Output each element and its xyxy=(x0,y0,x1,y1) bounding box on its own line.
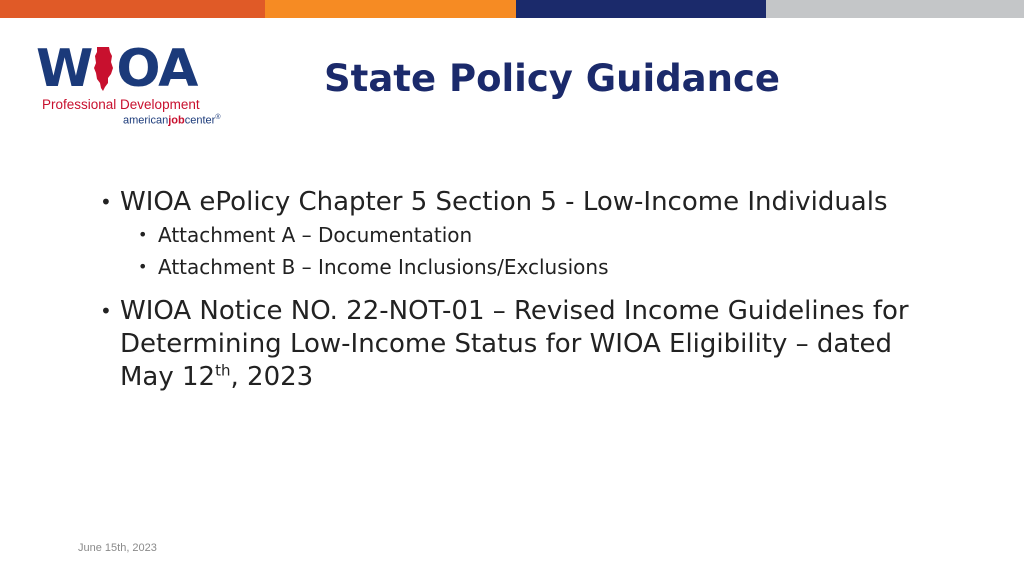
sub-bullet-attachment-b xyxy=(138,251,980,283)
slide-content xyxy=(100,186,980,394)
bullet-epolicy xyxy=(100,186,980,219)
sub-bullet-attachment-a xyxy=(138,219,980,251)
notice-text-main: WIOA Notice NO. 22-NOT-01 – Revised Income Guidelines for Determining Low-Income Status for WIOA Eligibility – dated May 12 xyxy=(120,296,909,392)
sub-bullet-text: Attachment B – Income Inclusions/Exclusions xyxy=(158,255,609,279)
logo-subtitle: Professional Development xyxy=(42,97,200,112)
bullet-marker: • xyxy=(138,225,148,244)
logo-wordmark xyxy=(36,39,198,99)
bullet-marker: • xyxy=(100,190,112,214)
american-job-center-wordmark xyxy=(123,114,221,127)
slide-title: State Policy Guidance xyxy=(324,57,781,100)
bullet-text: WIOA ePolicy Chapter 5 Section 5 - Low-Income Individuals xyxy=(120,187,888,217)
footer-date: June 15th, 2023 xyxy=(78,542,157,554)
ajc-center: center xyxy=(184,114,216,127)
ajc-registered-mark: ® xyxy=(215,114,221,121)
notice-ordinal-suffix: th xyxy=(215,361,231,380)
bar-segment-navy xyxy=(516,0,766,18)
bar-segment-orange-dark xyxy=(0,0,265,18)
bullet-text xyxy=(120,295,930,394)
ajc-job: job xyxy=(168,114,185,127)
bar-segment-gray xyxy=(766,0,1024,18)
bullet-wioa-notice xyxy=(100,295,980,394)
bar-segment-orange xyxy=(265,0,516,18)
notice-text-year: , 2023 xyxy=(230,362,314,392)
illinois-state-icon xyxy=(94,46,114,92)
bullet-marker: • xyxy=(138,257,148,276)
sub-bullet-text: Attachment A – Documentation xyxy=(158,223,473,247)
wioa-logo xyxy=(36,39,226,128)
top-color-bar xyxy=(0,0,1024,18)
logo-letters-oa: OA xyxy=(116,39,198,99)
logo-letter-w: W xyxy=(36,39,93,99)
ajc-american: american xyxy=(123,114,169,127)
bullet-marker: • xyxy=(100,299,112,323)
